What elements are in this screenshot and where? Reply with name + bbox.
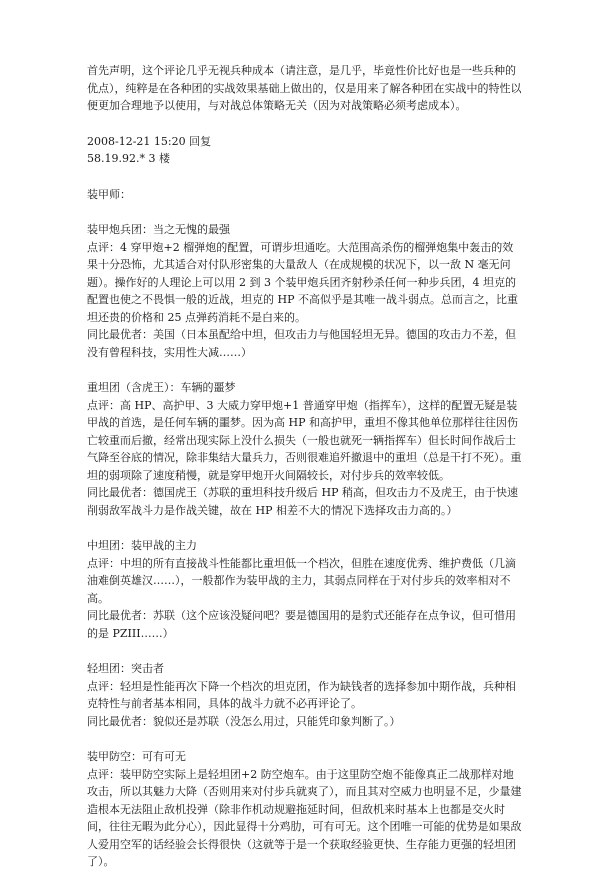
section-review: 点评：装甲防空实际上是轻坦团+2 防空炮车。由于这里防空炮不能像真正二战那样对地攻击，所以其魅力大降（否则用来对付步兵就爽了），而且其对空威力也明显不足，少量建造根本无法阻止敌机投弹（除非作机动规避拖延时间，但敌机来时基本上也都是交火时间，往往无暇为此分心），因此显得十分鸡肋，可有可无。这个团唯一可能的优势是如果敌人爱用空军的话经验会长得很快（这就等于是一个获取经验更快、生存能力更强的轻坦团了）。 (87, 767, 522, 868)
section-review: 点评：中坦的所有直接战斗性能都比重坦低一个档次，但胜在速度优秀、维护费低（几滴油难倒英雄汉……），一般都作为装甲战的主力，其弱点同样在于对付步兵的效率相对不高。 (87, 556, 516, 605)
category-heading: 装甲师： (87, 187, 131, 201)
section-title: 轻坦团：突击者 (87, 662, 164, 675)
section-review: 点评：4 穿甲炮+2 榴弹炮的配置，可谓步坦通吃。大范围高杀伤的榴弹炮集中轰击的效果十分恐怖，尤其适合对付队形密集的大量敌人（在成规模的状况下，以一敌 N 毫无问题）。操作好的人理论上可以用 2 到 3 个装甲炮兵团齐射秒杀任何一种步兵团，4 坦克的配置也使之不畏惧一般的近战，坦克的 HP 不高似乎是其唯一战斗弱点。总而言之，比重坦还贵的价格和 25 点弹药消耗不是白来的。 (87, 240, 518, 324)
post-ip-floor: 58.19.92.* 3 楼 (87, 152, 170, 165)
forum-post (87, 62, 523, 871)
section-best: 同比最优者：德国虎王（苏联的重坦科技升级后 HP 稍高，但攻击力不及虎王，由于快速削弱敌军战斗力是作战关键，故在 HP 相差不大的情况下选择攻击力高的。） (87, 486, 518, 517)
section-medium-tank (87, 537, 523, 642)
section-heavy-tank (87, 379, 523, 519)
post-timestamp: 2008-12-21 15:20 回复 (87, 134, 212, 148)
section-title: 中坦团：装甲战的主力 (87, 539, 197, 552)
section-review: 点评：轻坦是性能再次下降一个档次的坦克团，作为缺钱者的选择参加中期作战，兵种相克特性与前者基本相同，具体的战斗力就不必再评论了。 (87, 679, 516, 710)
section-title: 装甲防空：可有可无 (87, 750, 186, 763)
section-title: 重坦团（含虎王）：车辆的噩梦 (87, 381, 236, 394)
section-best: 同比最优者：苏联（这个应该没疑问吧？要是德国用的是豹式还能存在点争议，但可惜用的是 PZIII……） (87, 609, 516, 640)
section-review: 点评：高 HP、高护甲、3 大威力穿甲炮+1 普通穿甲炮（指挥车），这样的配置无疑是装甲战的首选，是任何车辆的噩梦。因为高 HP 和高护甲，重坦不像其他单位那样往往因伤亡较重而后撤，经常出现实际上没什么损失（一般也就死一辆指挥车）但长时间作战后士气降至谷底的情况，除非集结大量兵力，否则很难追歼撤退中的重坦（总是干打不死）。重坦的弱项除了速度稍慢，就是穿甲炮开火间隔较长，对付步兵的效率较低。 (87, 398, 522, 482)
intro-paragraph: 首先声明，这个评论几乎无视兵种成本（请注意，是几乎，毕竟性价比好也是一些兵种的优点），纯粹是在各种团的实战效果基础上做出的，仅是用来了解各种团在实战中的特性以便更加合理地予以使用，与对战总体策略无关（因为对战策略必须考虑成本）。 (87, 64, 522, 112)
section-armored-aa (87, 748, 523, 871)
section-armored-artillery (87, 221, 523, 361)
section-best: 同比最优者：美国（日本虽配给中坦，但攻击力与他国轻坦无异。德国的攻击力不差，但没有曾程科技，实用性大减……） (87, 328, 516, 359)
section-best: 同比最优者：貌似还是苏联（没怎么用过，只能凭印象判断了。） (87, 714, 401, 728)
section-light-tank (87, 660, 523, 730)
section-title: 装甲炮兵团：当之无愧的最强 (87, 223, 230, 236)
